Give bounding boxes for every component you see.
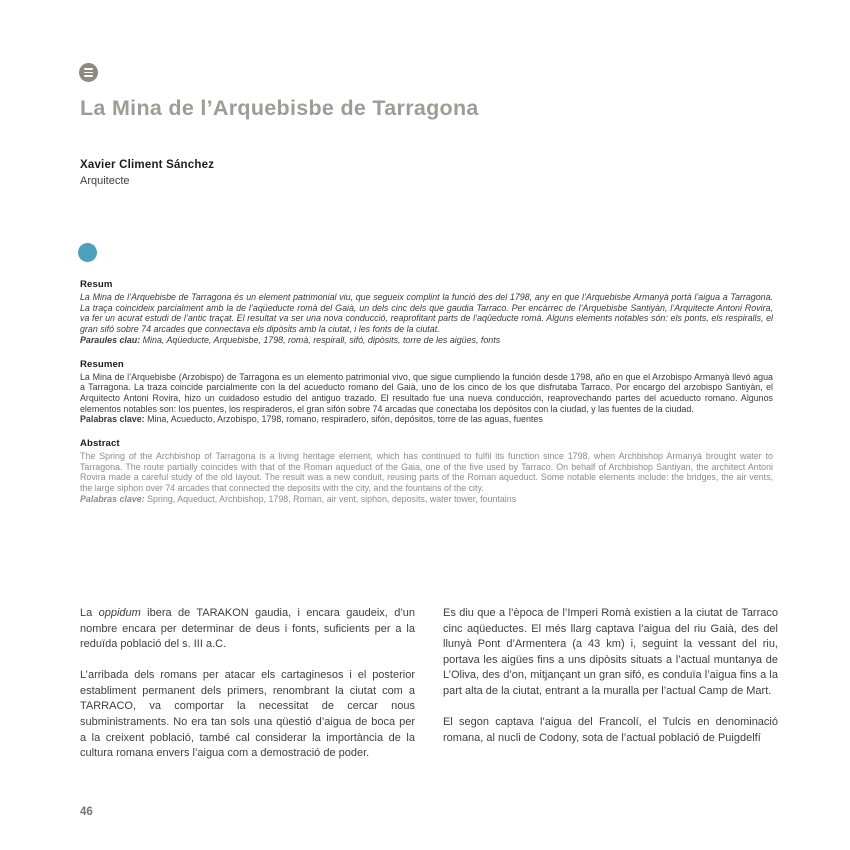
abstract-section-resum — [80, 279, 773, 346]
left-paragraph-1 — [80, 606, 415, 653]
right-column — [443, 606, 778, 777]
left-p1-latin-term: oppidum — [98, 607, 141, 619]
abstract-text: The Spring of the Archbishop of Tarragona is a living heritage element, which has continued to fulfil its function since 1798, when Archbishop Armanyà brought water to Tarragona. The route partially coincides with that of the Roman aqueduct of the Gaia, one of the five used by Tarraco. On behalf of Archbishop Santiyan, the architect Antoni Rovira made a careful study of the old layout. The result was a new conduit, reusing parts of the Roman aqueduct. Some notable elements include: the bridges, the air vents, the large siphon over 74 arcades that connected the deposits with the city, and the fountains of the city. — [80, 451, 773, 494]
resumen-heading: Resumen — [80, 358, 124, 370]
resumen-keywords-list: Mina, Acueducto, Arzobispo, 1798, romano, respiradero, sifón, depósitos, torre de las aguas, fuentes — [144, 414, 543, 425]
teal-section-dot-icon — [78, 243, 97, 262]
author-role: Arquitecte — [80, 174, 130, 187]
left-p1-pre: La — [80, 607, 99, 619]
abstracts-block — [80, 279, 773, 518]
resum-body — [80, 292, 773, 335]
abstract-keywords-label: Palabras clave: — [80, 493, 145, 504]
page-number: 46 — [80, 806, 93, 818]
abstract-keywords — [80, 494, 773, 505]
page-title: La Mina de l’Arquebisbe de Tarragona — [80, 96, 479, 120]
left-column — [80, 606, 415, 777]
resum-heading: Resum — [80, 279, 113, 290]
abstract-heading: Abstract — [80, 438, 120, 450]
author-block — [80, 159, 214, 187]
list-menu-icon — [79, 63, 98, 82]
body-columns — [80, 606, 778, 777]
resum-keywords-label: Paraules clau: — [80, 334, 141, 345]
left-p1-post: ibera de TARAKON gaudia, i encara gaudeix, d’un nombre encara per determinar de deus i fonts, suficients per a la reduïda població del s. III a.C. — [80, 607, 415, 651]
resum-text: La Mina de l’Arquebisbe de Tarragona és un element patrimonial viu, que segueix complint la funció des del 1798, any en que l’Arquebisbe Armanyà portà l’aigua a Tarragona. La traça coincideix parcialment amb la de l’aqüeducte romà del Gaià, un dels cinc dels que gaudia Tarraco. Per encàrrec de l’Arquebisbe Santiyàn, l’Arquitecte Antoni Rovira, va fer un acurat estudi de l’antic traçat. El resultat va ser una nova conducció, reaprofitant parts de l’aqüeducte romà. Alguns elements notables són: els ponts, els respiralls, el gran sifó sobre 74 arcades que connectava els dipòsits amb la ciutat, i les fonts de la ciutat. — [80, 292, 773, 335]
resumen-text: La Mina de l’Arquebisbe (Arzobispo) de Tarragona es un elemento patrimonial vivo, que sigue cumpliendo la función desde 1798, año en que el Arzobispo Armanyà llevó agua a Tarragona. La traza coincide parcialmente con la del acueducto romano del Gaià, uno de los cinco de los que disfrutaba Tarraco. Por encargo del arzobispo Santiyàn, el Arquitecto Antoni Rovira, hizo un cuidadoso estudio del antiguo trazado. El resultado fue una nueva conducción, reaprovechando partes del acueducto romano. Algunos elementos notables son: los puentes, los respiraderos, el gran sifón sobre 74 arcadas que conectaba los depósitos con la ciudad, y las fuentes de la ciudad. — [80, 371, 773, 414]
resum-keywords-list: Mina, Aqüeducte, Arquebisbe, 1798, romà, respirall, sifó, dipòsits, torre de les aigües, fonts — [140, 334, 501, 345]
resumen-body — [80, 372, 773, 415]
left-paragraph-2: L’arribada dels romans per atacar els cartaginesos i el posterior establiment permanent dels primers, renombrant la ciutat com a TARRACO, va comportar la necessitat de cercar nous subministraments. No era tan sols una qüestió d’aigua de boca per a la creixent població, també cal considerar la importància de la cultura romana envers l’aigua com a demostració de poder. — [80, 669, 415, 760]
abstract-section-resumen — [80, 359, 773, 426]
abstract-body — [80, 451, 773, 494]
abstract-section-english — [80, 438, 773, 505]
right-paragraph-2: El segon captava l’aigua del Francolí, el Tulcis en denominació romana, al nucli de Codony, sota de l’actual població de Puigdelfí — [443, 716, 778, 744]
resumen-keywords — [80, 414, 773, 425]
author-name: Xavier Climent Sánchez — [80, 159, 215, 171]
resumen-keywords-label: Palabras clave: — [80, 414, 145, 425]
right-paragraph-1: Es diu que a l’època de l’Imperi Romà existien a la ciutat de Tarraco cinc aqüeductes. El més llarg captava l’aigua del riu Gaià, des del llunyà Pont d’Armentera (a 43 km) i, seguint la vessant del riu, portava les aigües fins a uns dipòsits situats a l’actual muntanya de L’Oliva, des d’on, mitjançant un gran sifó, es conduïa l’aigua fins a la part alta de la ciutat, entrant a la muralla per l’actual Camp de Mart. — [443, 607, 778, 697]
resum-keywords — [80, 335, 773, 346]
abstract-keywords-list: Spring, Aqueduct, Archbishop, 1798, Roman, air vent, siphon, deposits, water tower, fountains — [144, 493, 517, 504]
